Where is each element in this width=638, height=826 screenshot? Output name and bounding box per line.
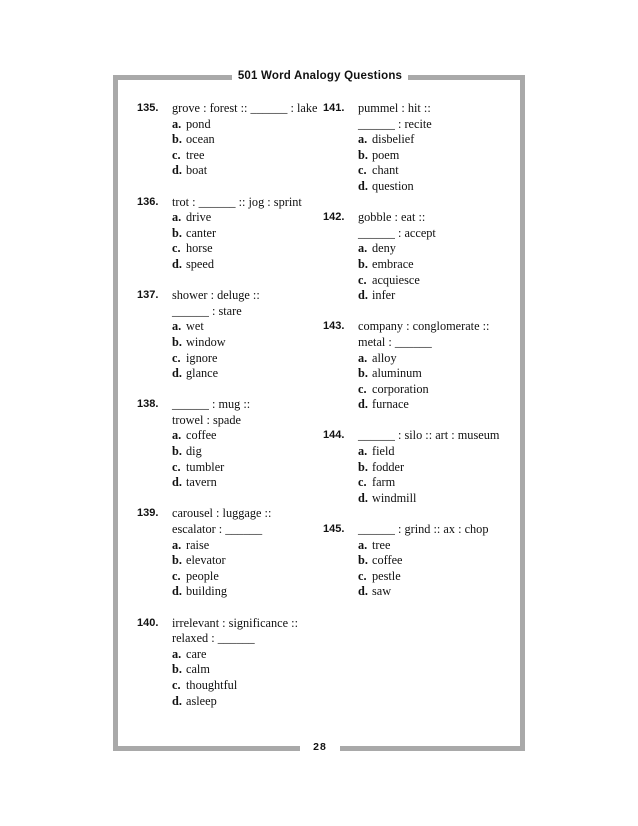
answer-option bbox=[323, 382, 503, 398]
option-text: canter bbox=[186, 225, 217, 240]
option-text: infer bbox=[372, 288, 396, 303]
option-text: elevator bbox=[186, 553, 226, 568]
question-spacer bbox=[323, 506, 503, 522]
option-letter: d. bbox=[172, 693, 182, 708]
option-letter: c. bbox=[172, 241, 181, 256]
option-letter: a. bbox=[172, 428, 182, 443]
option-text: saw bbox=[372, 584, 392, 599]
answer-option bbox=[137, 132, 317, 148]
option-text: acquiesce bbox=[372, 272, 420, 287]
answer-option bbox=[323, 366, 503, 382]
question-stem-line bbox=[137, 288, 317, 304]
question-stem-line bbox=[323, 335, 503, 351]
frame-bottom-right-rule bbox=[340, 746, 525, 751]
answer-option-content bbox=[172, 366, 218, 382]
answer-option-content bbox=[172, 148, 204, 164]
answer-option-content bbox=[172, 662, 210, 678]
option-letter: d. bbox=[172, 163, 182, 178]
option-text: thoughtful bbox=[186, 677, 238, 692]
question-stem-line bbox=[137, 616, 317, 632]
option-letter: d. bbox=[358, 490, 368, 505]
answer-option bbox=[137, 647, 317, 663]
question-spacer bbox=[137, 491, 317, 507]
option-text: ocean bbox=[186, 132, 215, 147]
question-item bbox=[323, 210, 503, 319]
answer-option bbox=[137, 335, 317, 351]
answer-option bbox=[137, 163, 317, 179]
answer-option bbox=[137, 694, 317, 710]
option-text: field bbox=[372, 444, 395, 459]
option-letter: a. bbox=[358, 350, 368, 365]
option-text: disbelief bbox=[372, 132, 415, 147]
option-letter: c. bbox=[358, 568, 367, 583]
answer-option-content bbox=[172, 241, 213, 257]
answer-option-content bbox=[172, 584, 227, 600]
option-letter: c. bbox=[358, 381, 367, 396]
answer-option-content bbox=[358, 132, 414, 148]
question-stem: trowel : spade bbox=[172, 412, 241, 427]
answer-option-content bbox=[358, 460, 404, 476]
question-stem-line bbox=[137, 397, 317, 413]
option-letter: a. bbox=[172, 210, 182, 225]
question-item bbox=[137, 506, 317, 615]
answer-option bbox=[323, 491, 503, 507]
option-letter: d. bbox=[358, 178, 368, 193]
answer-option bbox=[137, 428, 317, 444]
answer-option-content bbox=[358, 257, 414, 273]
question-stem: ______ : mug :: bbox=[172, 397, 251, 412]
answer-option bbox=[323, 460, 503, 476]
answer-option bbox=[137, 475, 317, 491]
option-text: corporation bbox=[372, 381, 429, 396]
answer-option-content bbox=[358, 241, 396, 257]
option-text: coffee bbox=[186, 428, 217, 443]
option-letter: b. bbox=[172, 662, 182, 677]
option-text: asleep bbox=[186, 693, 217, 708]
question-number: 136. bbox=[137, 195, 159, 208]
option-letter: d. bbox=[172, 475, 182, 490]
answer-option-content bbox=[172, 553, 226, 569]
answer-option-content bbox=[358, 382, 429, 398]
question-number: 135. bbox=[137, 102, 159, 114]
answer-option-content bbox=[358, 148, 399, 164]
answer-option bbox=[137, 538, 317, 554]
answer-option-content bbox=[172, 444, 202, 460]
answer-option bbox=[323, 569, 503, 585]
question-number: 142. bbox=[323, 211, 345, 224]
question-spacer bbox=[323, 195, 503, 211]
question-stem: ______ : silo :: art : museum bbox=[358, 428, 500, 443]
answer-option bbox=[137, 241, 317, 257]
question-stem: metal : ______ bbox=[358, 334, 432, 349]
answer-option-content bbox=[172, 351, 217, 367]
option-text: chant bbox=[372, 163, 399, 178]
answer-option-content bbox=[358, 475, 395, 491]
answer-option bbox=[323, 444, 503, 460]
option-text: horse bbox=[186, 241, 213, 256]
question-stem-line bbox=[137, 522, 317, 538]
answer-option-content bbox=[172, 428, 217, 444]
answer-option-content bbox=[358, 553, 403, 569]
question-stem: grove : forest :: ______ : lake bbox=[172, 101, 318, 115]
question-stem-line bbox=[137, 195, 317, 211]
answer-option bbox=[323, 288, 503, 304]
answer-option bbox=[323, 475, 503, 491]
question-spacer bbox=[323, 304, 503, 320]
frame-left-rule bbox=[113, 75, 118, 751]
question-number: 139. bbox=[137, 507, 159, 520]
option-text: speed bbox=[186, 256, 214, 271]
option-letter: a. bbox=[172, 116, 182, 131]
answer-option-content bbox=[358, 584, 391, 600]
answer-option bbox=[323, 351, 503, 367]
option-text: tree bbox=[372, 537, 391, 552]
option-letter: b. bbox=[358, 366, 368, 381]
question-number: 141. bbox=[323, 102, 345, 114]
answer-option bbox=[137, 117, 317, 133]
question-spacer bbox=[137, 179, 317, 195]
option-text: poem bbox=[372, 147, 400, 162]
question-item bbox=[137, 288, 317, 397]
option-letter: c. bbox=[358, 475, 367, 490]
option-text: pond bbox=[186, 116, 211, 131]
option-text: farm bbox=[372, 475, 396, 490]
question-item bbox=[137, 195, 317, 289]
option-text: deny bbox=[372, 241, 396, 256]
question-stem: ______ : accept bbox=[358, 225, 436, 240]
answer-option-content bbox=[172, 460, 224, 476]
question-spacer bbox=[137, 382, 317, 398]
option-letter: c. bbox=[358, 272, 367, 287]
frame-bottom-left-rule bbox=[113, 746, 300, 751]
question-spacer bbox=[137, 600, 317, 616]
option-letter: a. bbox=[172, 537, 182, 552]
question-stem-line bbox=[137, 413, 317, 429]
option-text: dig bbox=[186, 444, 202, 459]
frame-top-left-rule bbox=[113, 75, 232, 80]
answer-option bbox=[323, 148, 503, 164]
option-text: windmill bbox=[372, 490, 417, 505]
option-letter: a. bbox=[172, 319, 182, 334]
question-item bbox=[323, 522, 503, 600]
option-text: tumbler bbox=[186, 459, 225, 474]
question-stem-line bbox=[137, 631, 317, 647]
answer-option-content bbox=[358, 491, 416, 507]
answer-option bbox=[323, 163, 503, 179]
question-number: 137. bbox=[137, 289, 159, 302]
option-text: calm bbox=[186, 662, 210, 677]
option-text: raise bbox=[186, 537, 210, 552]
option-letter: d. bbox=[172, 366, 182, 381]
page-header-title: 501 Word Analogy Questions bbox=[237, 70, 403, 82]
answer-option bbox=[323, 257, 503, 273]
question-stem: pummel : hit :: bbox=[358, 101, 431, 115]
question-stem-line bbox=[323, 117, 503, 133]
option-letter: b. bbox=[358, 459, 368, 474]
answer-option-content bbox=[172, 475, 217, 491]
option-letter: b. bbox=[358, 256, 368, 271]
question-item bbox=[137, 397, 317, 506]
question-stem-line bbox=[323, 522, 503, 538]
option-text: coffee bbox=[372, 553, 403, 568]
option-letter: b. bbox=[172, 334, 182, 349]
option-text: drive bbox=[186, 210, 212, 225]
answer-option bbox=[137, 351, 317, 367]
option-letter: c. bbox=[172, 350, 181, 365]
option-text: building bbox=[186, 584, 227, 599]
answer-option-content bbox=[358, 288, 395, 304]
option-text: care bbox=[186, 646, 207, 661]
option-text: wet bbox=[186, 319, 204, 334]
answer-option bbox=[323, 397, 503, 413]
answer-option-content bbox=[172, 210, 211, 226]
option-letter: c. bbox=[172, 568, 181, 583]
question-stem: company : conglomerate :: bbox=[358, 319, 490, 334]
answer-option-content bbox=[358, 179, 414, 195]
question-item bbox=[137, 101, 317, 195]
answer-option-content bbox=[358, 273, 420, 289]
answer-option bbox=[137, 148, 317, 164]
option-letter: b. bbox=[172, 553, 182, 568]
option-text: embrace bbox=[372, 256, 414, 271]
answer-option bbox=[137, 678, 317, 694]
question-stem: ______ : stare bbox=[172, 303, 242, 318]
answer-option bbox=[137, 366, 317, 382]
option-letter: a. bbox=[358, 444, 368, 459]
question-item bbox=[323, 101, 503, 210]
answer-option bbox=[137, 226, 317, 242]
answer-option bbox=[137, 553, 317, 569]
option-text: glance bbox=[186, 366, 219, 381]
question-stem-line bbox=[323, 319, 503, 335]
page-number: 28 bbox=[313, 741, 327, 753]
option-letter: a. bbox=[172, 646, 182, 661]
option-text: window bbox=[186, 334, 226, 349]
answer-option-content bbox=[358, 163, 399, 179]
answer-option bbox=[323, 132, 503, 148]
answer-option-content bbox=[358, 569, 401, 585]
answer-option bbox=[137, 210, 317, 226]
option-text: pestle bbox=[372, 568, 401, 583]
answer-option-content bbox=[358, 538, 390, 554]
answer-option-content bbox=[172, 257, 214, 273]
question-number: 138. bbox=[137, 398, 159, 411]
answer-option-content bbox=[172, 117, 211, 133]
option-text: tree bbox=[186, 147, 205, 162]
question-stem: gobble : eat :: bbox=[358, 210, 426, 225]
question-stem-line bbox=[137, 304, 317, 320]
answer-option bbox=[323, 273, 503, 289]
answer-option bbox=[137, 444, 317, 460]
question-stem-line bbox=[323, 428, 503, 444]
question-stem-line bbox=[137, 101, 317, 117]
option-letter: c. bbox=[172, 677, 181, 692]
answer-option-content bbox=[358, 366, 422, 382]
question-spacer bbox=[137, 273, 317, 289]
option-letter: c. bbox=[358, 163, 367, 178]
option-letter: b. bbox=[172, 444, 182, 459]
answer-option bbox=[137, 319, 317, 335]
answer-option bbox=[323, 553, 503, 569]
question-number: 143. bbox=[323, 320, 345, 333]
question-item bbox=[323, 428, 503, 522]
option-letter: c. bbox=[172, 459, 181, 474]
answer-option bbox=[137, 662, 317, 678]
answer-option-content bbox=[172, 163, 207, 179]
question-number: 145. bbox=[323, 523, 345, 536]
answer-option bbox=[137, 257, 317, 273]
question-spacer bbox=[323, 413, 503, 429]
option-letter: d. bbox=[172, 584, 182, 599]
option-letter: b. bbox=[172, 225, 182, 240]
answer-option bbox=[323, 584, 503, 600]
question-stem: shower : deluge :: bbox=[172, 288, 260, 303]
answer-option bbox=[137, 569, 317, 585]
option-text: question bbox=[372, 178, 414, 193]
option-text: furnace bbox=[372, 397, 409, 412]
answer-option-content bbox=[172, 226, 216, 242]
frame-top-right-rule bbox=[408, 75, 525, 80]
option-text: boat bbox=[186, 163, 208, 178]
answer-option-content bbox=[172, 319, 204, 335]
option-letter: c. bbox=[172, 147, 181, 162]
option-letter: d. bbox=[358, 397, 368, 412]
question-number: 140. bbox=[137, 616, 159, 629]
question-stem: irrelevant : significance :: bbox=[172, 615, 298, 630]
answer-option bbox=[323, 241, 503, 257]
option-text: aluminum bbox=[372, 366, 422, 381]
option-text: fodder bbox=[372, 459, 405, 474]
option-letter: a. bbox=[358, 537, 368, 552]
answer-option-content bbox=[172, 694, 217, 710]
option-letter: d. bbox=[358, 288, 368, 303]
right-question-column bbox=[323, 101, 503, 600]
option-letter: b. bbox=[172, 132, 182, 147]
option-letter: a. bbox=[358, 241, 368, 256]
option-text: tavern bbox=[186, 475, 217, 490]
question-item bbox=[323, 319, 503, 428]
left-question-column bbox=[137, 101, 317, 709]
option-text: people bbox=[186, 568, 219, 583]
option-text: ignore bbox=[186, 350, 218, 365]
answer-option-content bbox=[358, 397, 409, 413]
option-letter: b. bbox=[358, 147, 368, 162]
answer-option-content bbox=[172, 678, 237, 694]
question-stem-line bbox=[137, 506, 317, 522]
question-stem-line bbox=[323, 210, 503, 226]
option-letter: b. bbox=[358, 553, 368, 568]
answer-option-content bbox=[172, 335, 226, 351]
answer-option-content bbox=[172, 132, 215, 148]
option-letter: d. bbox=[172, 256, 182, 271]
question-number: 144. bbox=[323, 429, 345, 442]
question-stem: trot : ______ :: jog : sprint bbox=[172, 194, 302, 209]
option-letter: a. bbox=[358, 132, 368, 147]
answer-option-content bbox=[172, 647, 206, 663]
question-stem: ______ : recite bbox=[358, 116, 432, 131]
question-stem-line bbox=[323, 101, 503, 117]
answer-option bbox=[323, 538, 503, 554]
question-stem-line bbox=[323, 226, 503, 242]
answer-option bbox=[323, 179, 503, 195]
frame-right-rule bbox=[520, 75, 525, 751]
option-letter: d. bbox=[358, 584, 368, 599]
option-text: alloy bbox=[372, 350, 397, 365]
answer-option-content bbox=[358, 351, 397, 367]
answer-option-content bbox=[172, 538, 209, 554]
question-stem: relaxed : ______ bbox=[172, 631, 255, 646]
answer-option-content bbox=[358, 444, 395, 460]
question-item bbox=[137, 616, 317, 710]
question-stem: escalator : ______ bbox=[172, 522, 263, 537]
question-stem: ______ : grind :: ax : chop bbox=[358, 522, 489, 537]
question-stem: carousel : luggage :: bbox=[172, 506, 272, 521]
answer-option-content bbox=[172, 569, 219, 585]
answer-option bbox=[137, 584, 317, 600]
answer-option bbox=[137, 460, 317, 476]
